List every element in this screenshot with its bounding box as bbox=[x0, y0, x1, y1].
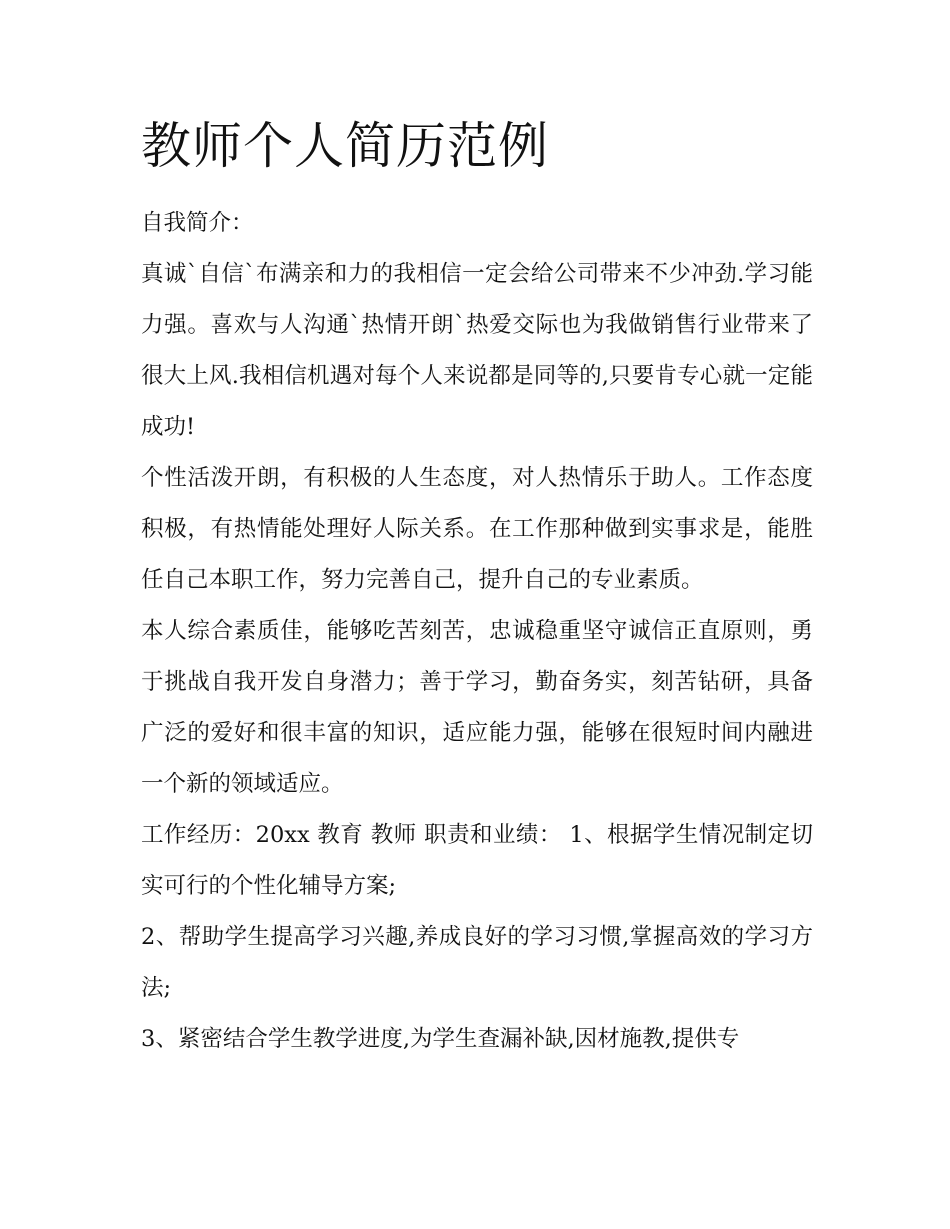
paragraph-self-intro: 真诚`自信`布满亲和力的我相信一定会给公司带来不少冲劲.学习能力强。喜欢与人沟通`热情开朗`热爱交际也为我做销售行业带来了很大上风.我相信机遇对每个人来说都是同等的,只要肯专心就一定能成功! bbox=[141, 261, 813, 440]
document-title: 教师个人简历范例 bbox=[141, 117, 549, 175]
paragraph-qualities: 本人综合素质佳，能够吃苦刻苦，忠诚稳重坚守诚信正直原则，勇于挑战自我开发自身潜力；善于学习，勤奋务实，刻苦钻研，具备广泛的爱好和很丰富的知识，适应能力强，能够在很短时间内融进一个新的领域适应。 bbox=[141, 618, 813, 797]
document-page bbox=[141, 108, 813, 1065]
paragraph-duty-2: 2、帮助学生提高学习兴趣,养成良好的学习习惯,掌握高效的学习方法; bbox=[141, 924, 813, 1001]
paragraph-personality: 个性活泼开朗，有积极的人生态度，对人热情乐于助人。工作态度积极，有热情能处理好人际关系。在工作那种做到实事求是，能胜任自己本职工作，努力完善自己，提升自己的专业素质。 bbox=[141, 465, 813, 593]
document-body bbox=[141, 198, 813, 1065]
paragraph-work-experience: 工作经历：20xx 教育 教师 职责和业绩： 1、根据学生情况制定切实可行的个性化辅导方案; bbox=[141, 822, 813, 899]
paragraph-duty-3: 3、紧密结合学生教学进度,为学生查漏补缺,因材施教,提供专 bbox=[141, 1026, 740, 1052]
section-heading-self-intro: 自我简介： bbox=[141, 210, 254, 236]
